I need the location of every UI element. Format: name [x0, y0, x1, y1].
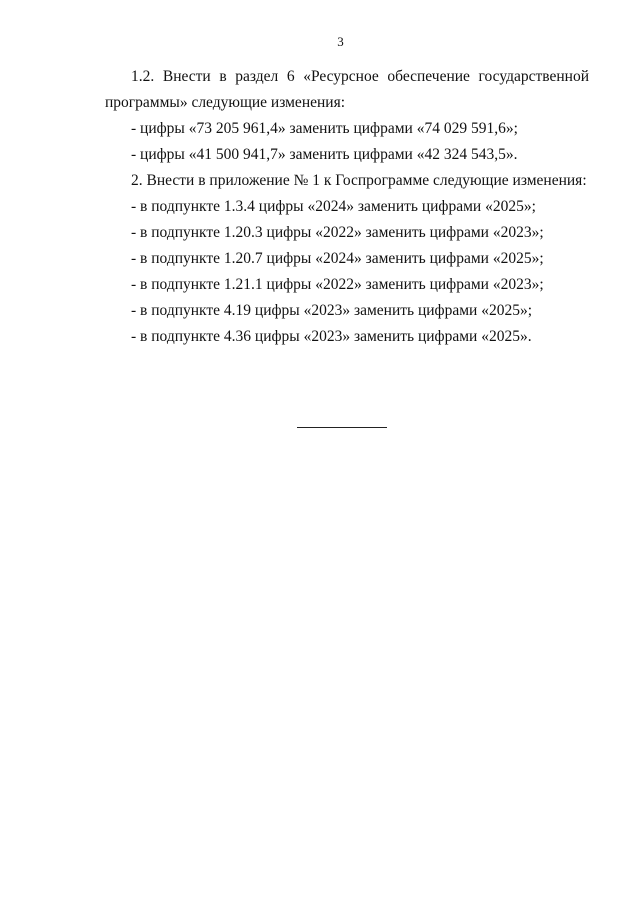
list-item: - в подпункте 1.3.4 цифры «2024» заменить цифрами «2025»;	[131, 198, 536, 215]
paragraph-1-2: 1.2. Внести в раздел 6 «Ресурсное обеспечение государственной программы» следующие изменения:	[105, 68, 589, 111]
document-body	[105, 64, 589, 350]
list-item: - цифры «73 205 961,4» заменить цифрами «74 029 591,6»;	[131, 120, 518, 137]
list-item: - в подпункте 1.20.7 цифры «2024» заменить цифрами «2025»;	[131, 250, 544, 267]
list-item: - в подпункте 1.20.3 цифры «2022» заменить цифрами «2023»;	[131, 224, 544, 241]
list-item: - цифры «41 500 941,7» заменить цифрами «42 324 543,5».	[131, 146, 518, 163]
end-divider	[297, 427, 387, 428]
list-item: - в подпункте 4.19 цифры «2023» заменить цифрами «2025»;	[131, 302, 533, 319]
page-number: 3	[337, 34, 344, 49]
list-item: - в подпункте 1.21.1 цифры «2022» заменить цифрами «2023»;	[131, 276, 544, 293]
list-item: - в подпункте 4.36 цифры «2023» заменить цифрами «2025».	[131, 328, 532, 345]
paragraph-2: 2. Внести в приложение № 1 к Госпрограмме следующие изменения:	[131, 172, 587, 189]
